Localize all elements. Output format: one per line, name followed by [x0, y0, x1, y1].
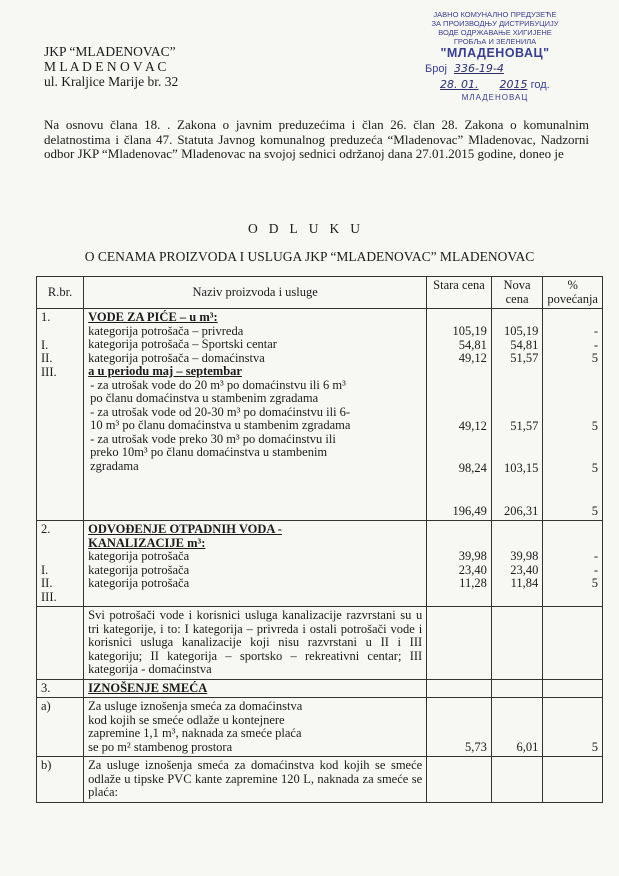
stamp-line: ЗА ПРОИЗВОДЊУ ДИСТРИБУЦИЈУ — [431, 19, 559, 28]
stamp-broj-label: Број — [425, 63, 447, 75]
org-address: ul. Kraljice Marije br. 32 — [44, 74, 179, 89]
value-stara: 49,12 — [458, 418, 487, 433]
row-text: kategorija potrošača — [88, 549, 190, 563]
section-cell-nova — [491, 309, 542, 521]
section-waste-row — [37, 679, 603, 698]
section-cell-stara — [427, 521, 492, 607]
section-cell-nova — [491, 521, 542, 607]
waste-a-text: Za usluge iznošenja smeća za domaćinstva kod kojih se smeće odlaže u kontejnere zapremine 1,1 m³, naknada za smeće plaća se po m² stambenog prostora — [88, 699, 303, 754]
value-stara: 23,40 — [458, 562, 487, 577]
document-title: ODLUKU — [248, 221, 371, 236]
document-subtitle: O CENAMA PROIZVODA I USLUGA JKP “MLADENOVAC” MLADENOVAC — [84, 249, 535, 264]
value-pct: 5 — [591, 351, 598, 365]
value-pct: 5 — [591, 418, 598, 433]
value-nova: 105,19 — [503, 324, 539, 338]
value-stara: 11,28 — [459, 576, 487, 590]
stamp-god-label: год. — [530, 79, 550, 91]
sub-row-text: - za utrošak vode preko 30 m³ po domaćinstvu ili preko 10m³ po članu domaćinstva u stambenim zgradama — [90, 431, 336, 473]
row-text: kategorija potrošača – privreda — [88, 323, 244, 338]
intro-paragraph: Na osnovu člana 18. . Zakona o javnim preduzećima i član 26. član 28. Zakona o komunalnim delatnostima i člana 47. Statuta Javnog komunalnog preduzeća “Mladenovac” Mladenovac, Nadzorni odbor JKP “Mladenovac” Mladenovac na svojoj sednici održanoj dana 27.01.2015 godine, doneo je — [44, 117, 589, 161]
row-rbr: I. — [41, 562, 49, 577]
row-text: kategorija potrošača — [88, 562, 190, 577]
section-cell-pct — [543, 521, 603, 607]
row-rbr: II. — [41, 576, 53, 590]
value-stara: 5,73 — [427, 698, 492, 757]
value-pct: - — [593, 549, 598, 563]
row-text — [84, 698, 427, 757]
value-nova: 51,57 — [510, 351, 539, 365]
value-stara: 49,12 — [458, 351, 487, 365]
value-pct: 5 — [543, 698, 603, 757]
stamp-year-value: 2015 — [499, 78, 528, 91]
section-cell-naziv — [84, 309, 427, 521]
stamp-line: ЈАВНО КОМУНАЛНО ПРЕДУЗЕЋЕ — [433, 10, 557, 19]
value-pct: - — [593, 337, 598, 352]
value-nova: 23,40 — [510, 562, 539, 577]
value-stara: 54,81 — [458, 337, 487, 352]
category-note: Svi potrošači vode i korisnici usluga kanalizacije razvrstani su u tri kategorije, i to: I kategorija – privreda i ostali potrošači vode i korisnici usluga kanalizacije koji nisu razvrstani u II i III kategoriju; II kategorija – sportsko – rekreativni centar; III kategorija - domaćinstva — [84, 607, 427, 680]
row-rbr: II. — [41, 351, 53, 365]
waste-row-a — [37, 698, 603, 757]
stamp-number-row — [395, 61, 595, 77]
stamp-date-row — [395, 77, 595, 93]
header-naziv: Naziv proizvoda i usluge — [84, 277, 427, 309]
row-text: kategorija potrošača – domaćinstva — [88, 350, 265, 365]
section-cell-pct — [543, 309, 603, 521]
row-rbr: b) — [37, 757, 84, 803]
value-pct: 5 — [591, 503, 598, 518]
value-pct: - — [593, 324, 598, 338]
value-nova: 206,31 — [503, 503, 539, 518]
row-rbr: a) — [37, 698, 84, 757]
stamp-line: ГРОБЉА И ЗЕЛЕНИЛА — [453, 37, 537, 46]
sub-row-text: - za utrošak vode do 20 m³ po domaćinstvu ili 6 m³ po članu domaćinstva u stambenim zgradama — [90, 377, 346, 405]
value-nova: 51,57 — [510, 418, 539, 433]
header-rbr: R.br. — [37, 277, 84, 309]
stamp-broj-value: 336-19-4 — [453, 62, 504, 75]
row-text: kategorija potrošača – Sportski centar — [88, 337, 277, 351]
value-stara: 196,49 — [452, 503, 487, 518]
value-nova: 103,15 — [503, 461, 539, 475]
stamp-company-name: "МЛАДЕНОВАЦ" — [440, 46, 550, 60]
section-number: 1. — [41, 310, 51, 324]
sub-row-text: - za utrošak vode od 20-30 m³ po domaćinstvu ili 6-10 m³ po članu domaćinstva u stambenim zgradama — [90, 404, 351, 432]
section-cell-rbr — [37, 309, 84, 521]
row-text: kategorija potrošača — [88, 576, 190, 590]
value-nova: 39,98 — [510, 549, 539, 563]
stamp-line: ВОДЕ ОДРЖАВАЊЕ ХИГИЈЕНЕ — [438, 28, 552, 37]
period-label: a u periodu maj – septembar — [88, 364, 242, 378]
value-stara: 39,98 — [458, 549, 487, 563]
section-title: IZNOŠENJE SMEĆA — [84, 679, 427, 698]
registration-stamp — [395, 10, 595, 102]
row-rbr: I. — [41, 337, 49, 352]
section-cell-stara — [427, 309, 492, 521]
section-sewage-row — [37, 521, 603, 607]
stamp-date-value: 28. 01. — [440, 78, 479, 91]
value-stara: 105,19 — [452, 324, 487, 338]
row-rbr: III. — [41, 364, 57, 379]
value-nova: 6,01 — [491, 698, 542, 757]
header-stara-cena: Stara cena — [427, 277, 492, 309]
value-nova: 11,84 — [510, 576, 539, 590]
row-rbr: III. — [41, 589, 57, 604]
organization-header — [44, 44, 178, 89]
waste-b-text: Za usluge iznošenja smeća za domaćinstva kod kojih se smeće odlaže u tipske PVC kante zapremine 120 L, naknada za smeće se plaća: — [84, 757, 427, 803]
waste-row-b — [37, 757, 603, 803]
value-stara: 98,24 — [458, 461, 487, 475]
section-title: ODVOĐENJE OTPADNIH VODA - KANALIZACIJE m³: — [88, 522, 282, 550]
category-note-row — [37, 607, 603, 680]
header-nova-cena: Nova cena — [491, 277, 542, 309]
section-cell-rbr — [37, 521, 84, 607]
section-title: VODE ZA PIĆE – u m³: — [88, 310, 218, 324]
org-name: JKP “MLADENOVAC” — [44, 44, 176, 59]
value-pct: 5 — [591, 576, 598, 590]
section-cell-naziv — [84, 521, 427, 607]
section-number: 3. — [37, 679, 84, 698]
value-pct: - — [593, 562, 598, 577]
header-povecanje: % povećanja — [543, 277, 603, 309]
section-water-row — [37, 309, 603, 521]
price-table — [36, 276, 603, 803]
value-pct: 5 — [591, 461, 598, 475]
org-city: M L A D E N O V A C — [44, 59, 167, 74]
value-nova: 54,81 — [510, 337, 539, 352]
table-header-row — [37, 277, 603, 309]
section-number: 2. — [41, 522, 51, 536]
stamp-city: МЛАДЕНОВАЦ — [461, 93, 529, 102]
